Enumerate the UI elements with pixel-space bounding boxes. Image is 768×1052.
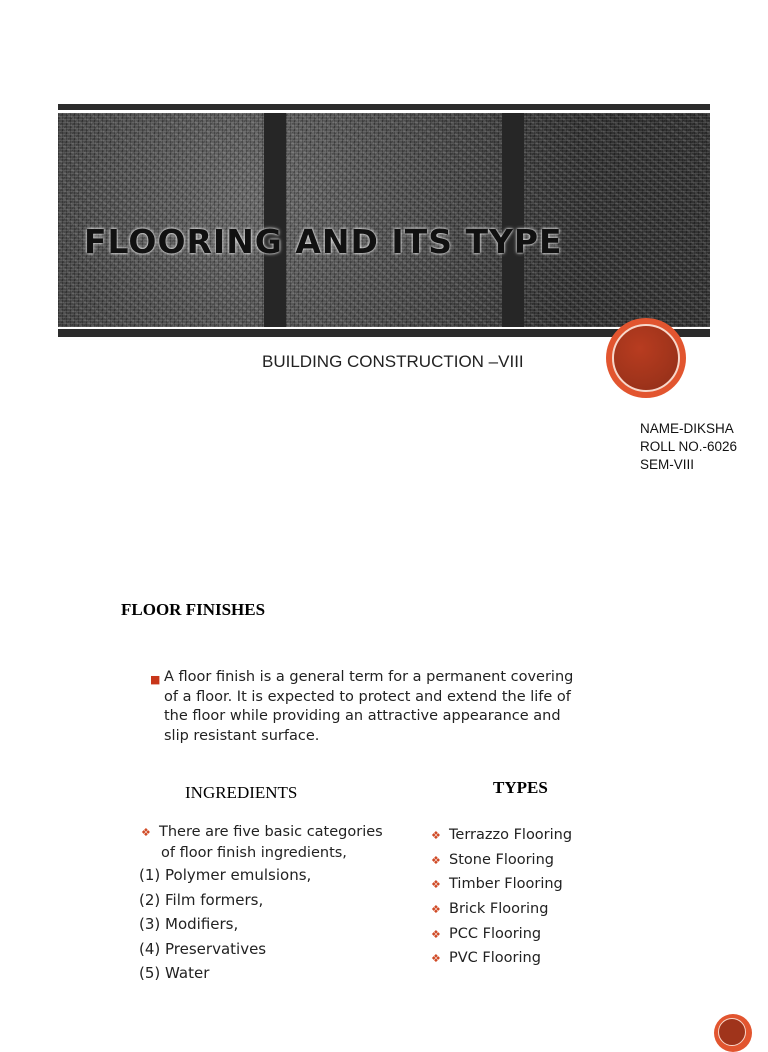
list-item: ❖ Brick Flooring [431,901,549,918]
list-item: ❖ PVC Flooring [431,950,541,967]
list-item: (3) Modifiers, [139,915,239,933]
diamond-bullet-icon: ❖ [431,878,441,892]
semester: SEM-VIII [640,457,695,472]
diamond-bullet-icon: ❖ [431,903,441,917]
ingredients-intro [141,822,383,864]
square-bullet-icon: ■ [150,673,161,686]
list-item: ❖ Terrazzo Flooring [431,827,573,843]
decorative-circle-inner [612,324,680,392]
list-item: (4) Preservatives [139,939,267,958]
decorative-circle-icon [606,318,686,398]
diamond-bullet-icon: ❖ [431,853,441,867]
definition-paragraph [150,668,580,746]
paragraph-text: A floor finish is a general term for a permanent covering of a floor. It is expected to protect and extend the life of the floor while providing an attractive appearance and slip resistant surface. [164,669,574,744]
banner-divider [502,113,524,327]
list-item: ❖ Stone Flooring [431,851,554,868]
diamond-bullet-icon: ❖ [431,829,441,842]
title-banner [58,113,710,327]
author-name: NAME-DIKSHA [640,421,734,436]
banner-divider [264,113,286,327]
slide-title: FLOORING AND ITS TYPE [84,222,563,261]
intro-line: There are five basic categories [159,824,383,840]
slide-subtitle: BUILDING CONSTRUCTION –VIII [262,352,524,371]
types-heading: TYPES [493,778,548,797]
diamond-bullet-icon: ❖ [141,826,151,839]
ingredients-heading: INGREDIENTS [185,783,298,802]
intro-line: of floor finish ingredients, [161,845,347,861]
roll-number: ROLL NO.-6026 [640,439,738,454]
author-info [640,420,737,474]
diamond-bullet-icon: ❖ [431,927,441,941]
list-item: ❖ Timber Flooring [431,876,563,893]
diamond-bullet-icon: ❖ [431,952,441,966]
list-item: (1) Polymer emulsions, [139,866,312,884]
types-list [431,827,572,975]
list-item: (2) Film formers, [139,890,264,909]
ingredients-list [139,866,311,989]
decorative-circle-inner [718,1018,746,1046]
decorative-circle-icon [714,1014,752,1052]
list-item: ❖ PCC Flooring [431,925,542,942]
banner-top-line [58,104,710,110]
section-heading: FLOOR FINISHES [121,600,266,619]
list-item: (5) Water [139,964,210,982]
